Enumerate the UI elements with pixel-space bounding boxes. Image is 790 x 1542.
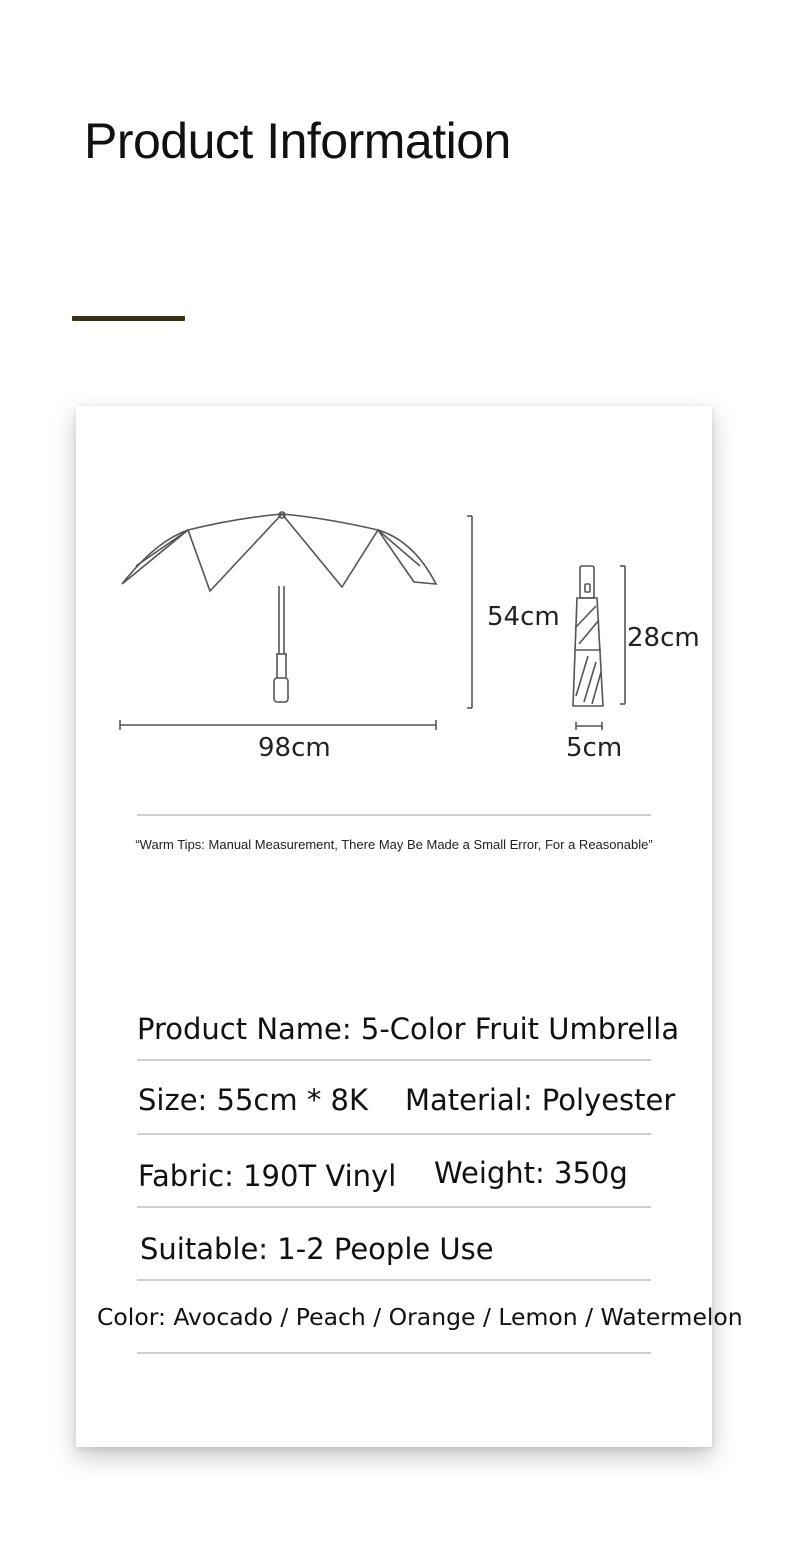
open-umbrella-icon [122,514,436,591]
spec-suitable: Suitable: 1-2 People Use [140,1232,494,1266]
spec-product-name: Product Name: 5-Color Fruit Umbrella [137,1012,680,1046]
divider [137,1279,651,1281]
divider [137,1206,651,1208]
folded-umbrella-icon [573,566,603,706]
page-title: Product Information [84,113,511,169]
product-info-card [76,406,743,1447]
open-width-label: 98cm [258,733,331,763]
divider [137,1059,651,1061]
folded-diameter-label: 5cm [566,733,623,763]
open-height-label: 54cm [487,602,560,632]
spec-weight: Weight: 350g [434,1156,628,1190]
spec-size: Size: 55cm * 8K [138,1083,369,1117]
spec-material: Material: Polyester [405,1083,676,1117]
divider [137,814,651,816]
warm-tips-note: “Warm Tips: Manual Measurement, There May Be Made a Small Error, For a Reasonable” [135,837,653,852]
divider [137,1133,651,1135]
folded-height-label: 28cm [627,623,700,653]
title-accent-bar [72,316,185,321]
spec-color: Color: Avocado / Peach / Orange / Lemon / Watermelon [97,1303,743,1331]
spec-fabric: Fabric: 190T Vinyl [138,1159,397,1193]
divider [137,1352,651,1354]
